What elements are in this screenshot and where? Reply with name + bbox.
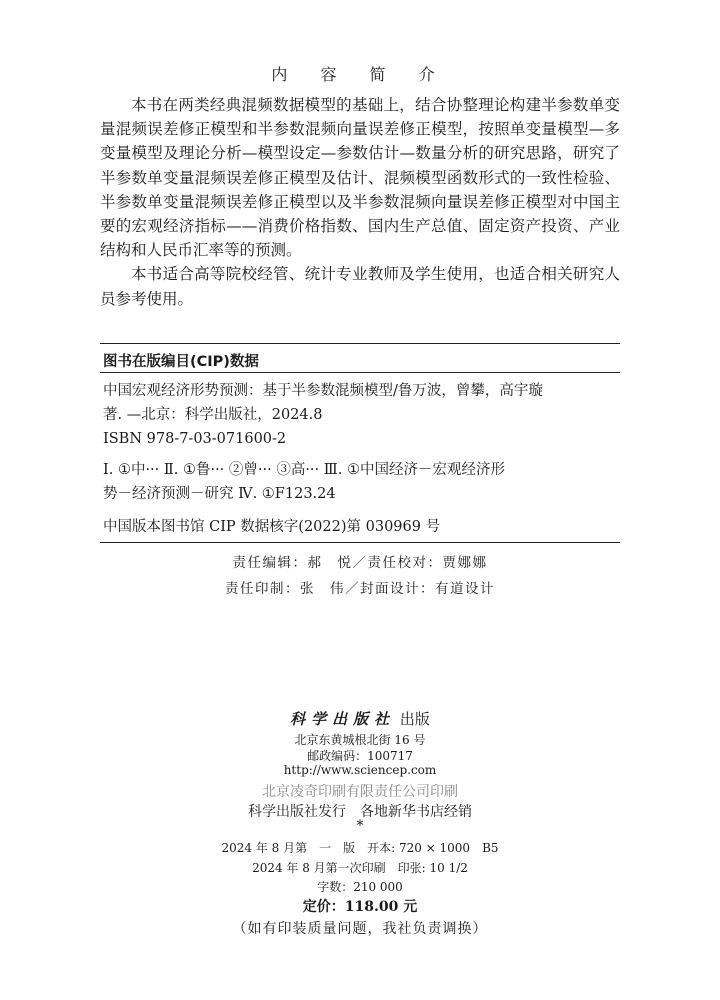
cip-heading-rule	[100, 372, 620, 373]
edition-line: 2024 年 8 月第 一 版 开本: 720 × 1000 B5	[221, 841, 499, 855]
publisher-url: http://www.sciencep.com	[283, 763, 437, 777]
publisher-postcode: 邮政编码：100717	[307, 749, 413, 763]
cip-top-rule	[100, 343, 620, 344]
summary-body	[100, 93, 620, 311]
separator-star: *	[356, 818, 364, 834]
cip-bottom-rule	[100, 542, 620, 543]
cip-isbn: ISBN 978-7-03-071600-2	[103, 431, 287, 447]
cip-record-number: 中国版本图书馆 CIP 数据核字(2022)第 030969 号	[103, 519, 441, 535]
word-count: 字数：210 000	[317, 880, 403, 894]
distribution-line: 科学出版社发行 各地新华书店经销	[248, 804, 472, 820]
cip-book-line: 中国宏观经济形势预测：基于半参数混频模型/鲁万波，曾攀，高宇璇	[103, 383, 543, 399]
cip-heading: 图书在版编目(CIP)数据	[103, 354, 259, 370]
publisher-suffix: 出版	[399, 710, 430, 728]
summary-paragraph: 本书适合高等院校经管、统计专业教师及学生使用，也适合相关研究人员参考使用。	[100, 265, 620, 308]
quality-notice: （如有印装质量问题，我社负责调换）	[232, 921, 488, 937]
publisher-logo-text: 科学出版社	[290, 710, 396, 728]
summary-title: 内 容 简 介	[271, 65, 449, 84]
printing-line: 2024 年 8 月第一次印刷 印张: 10 1/2	[252, 861, 468, 875]
summary-paragraph: 本书在两类经典混频数据模型的基础上，结合协整理论构建半参数单变量混频误差修正模型和半参数混频向量误差修正模型，按照单变量模型—多变量模型及理论分析—模型设定—参数估计—数量分析的研究思路，研究了半参数单变量混频误差修正模型及估计、混频模型函数形式的一致性检验、半参数单变量混频误差修正模型以及半参数混频向量误差修正模型对中国主要的宏观经济指标——消费价格指数、国内生产总值、固定资产投资、产业结构和人民币汇率等的预测。	[100, 96, 620, 260]
printer-line: 北京凌奇印刷有限责任公司印刷	[262, 784, 458, 800]
publisher-name	[0, 708, 720, 729]
cip-subject-line: 势－经济预测－研究 Ⅳ. ①F123.24	[103, 486, 336, 502]
price: 定价：118.00 元	[302, 899, 418, 915]
cip-subject-line: Ⅰ. ①中··· Ⅱ. ①鲁··· ②曾··· ③高··· Ⅲ. ①中国经济－宏观经济形	[103, 462, 505, 478]
cip-book-line: 著. —北京：科学出版社，2024.8	[103, 407, 323, 423]
editor-credits: 责任编辑：郝 悦／责任校对：贾娜娜	[232, 555, 488, 571]
production-credits: 责任印制：张 伟／封面设计：有道设计	[225, 581, 495, 597]
publisher-address: 北京东黄城根北街 16 号	[294, 733, 426, 747]
